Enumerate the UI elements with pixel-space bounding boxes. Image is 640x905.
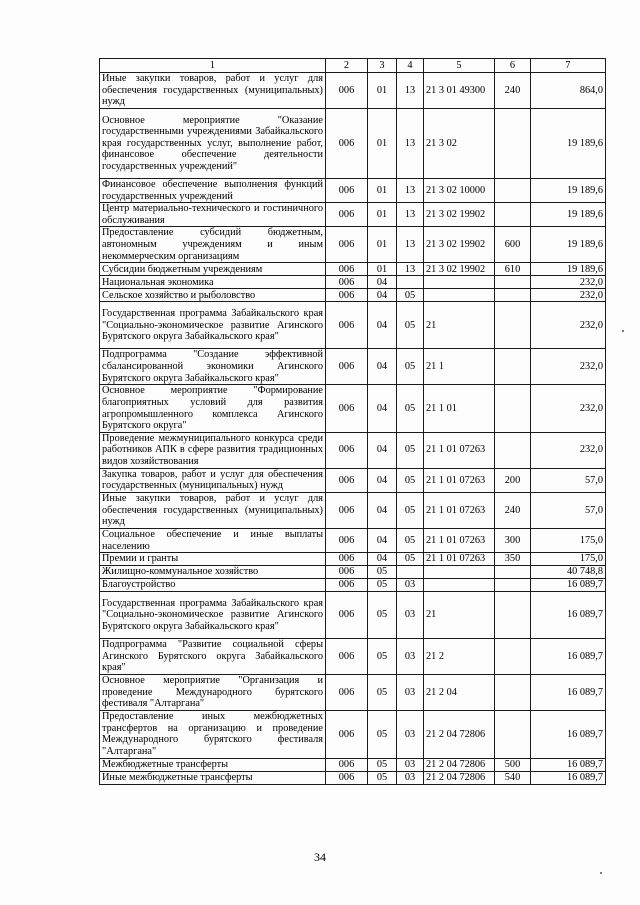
row-col-4: 05	[397, 432, 424, 468]
row-col-4: 05	[397, 492, 424, 528]
row-col-3: 05	[368, 592, 397, 639]
row-col-3: 01	[368, 263, 397, 276]
row-col-5: 21 1 01 07263	[424, 432, 495, 468]
row-col-7: 232,0	[531, 302, 606, 349]
row-col-7: 16 089,7	[531, 758, 606, 771]
row-col-6	[495, 566, 531, 579]
scan-speck	[600, 872, 602, 874]
row-name: Государственная программа Забайкальского края "Социально-экономическое развитие Агинского Бурятского округа Забайкальского края"	[100, 592, 326, 639]
row-col-3: 05	[368, 675, 397, 711]
row-name: Предоставление иных межбюджетных трансфертов на организацию и проведение Международного бурятского фестиваля "Алтаргана"	[100, 711, 326, 758]
row-col-2: 006	[326, 302, 368, 349]
row-col-6	[495, 579, 531, 592]
row-col-7: 19 189,6	[531, 179, 606, 203]
header-col-6: 6	[495, 59, 531, 73]
row-col-6: 610	[495, 263, 531, 276]
row-col-2: 006	[326, 179, 368, 203]
row-col-4: 13	[397, 73, 424, 109]
row-col-7: 864,0	[531, 73, 606, 109]
table-row	[100, 109, 606, 179]
row-col-4	[397, 566, 424, 579]
table-row	[100, 566, 606, 579]
row-col-5: 21 2 04	[424, 675, 495, 711]
row-col-4: 13	[397, 203, 424, 227]
row-col-4: 03	[397, 675, 424, 711]
row-col-6: 540	[495, 771, 531, 784]
row-col-3: 04	[368, 385, 397, 432]
row-name: Подпрограмма "Создание эффективной сбалансированной экономики Агинского Бурятского округа Забайкальского края"	[100, 349, 326, 385]
table-row	[100, 289, 606, 302]
row-col-5: 21 2 04 72806	[424, 771, 495, 784]
row-col-6	[495, 432, 531, 468]
row-col-5: 21	[424, 592, 495, 639]
table-body	[100, 73, 606, 785]
row-col-5: 21 2 04 72806	[424, 711, 495, 758]
row-col-6	[495, 289, 531, 302]
row-col-6	[495, 349, 531, 385]
row-col-5	[424, 579, 495, 592]
row-name: Благоустройство	[100, 579, 326, 592]
row-col-3: 05	[368, 579, 397, 592]
header-col-4: 4	[397, 59, 424, 73]
row-col-7: 232,0	[531, 349, 606, 385]
row-col-2: 006	[326, 109, 368, 179]
table-row	[100, 553, 606, 566]
row-col-3: 04	[368, 276, 397, 289]
row-col-7: 16 089,7	[531, 711, 606, 758]
row-name: Основное мероприятие "Организация и проведение Международного бурятского фестиваля "Алтаргана"	[100, 675, 326, 711]
table-row	[100, 711, 606, 758]
row-name: Закупка товаров, работ и услуг для обеспечения государственных (муниципальных) нужд	[100, 468, 326, 492]
table-row	[100, 227, 606, 263]
row-col-3: 05	[368, 771, 397, 784]
row-col-6	[495, 711, 531, 758]
row-name: Межбюджетные трансферты	[100, 758, 326, 771]
row-col-2: 006	[326, 385, 368, 432]
row-col-4	[397, 276, 424, 289]
row-col-3: 01	[368, 227, 397, 263]
table-row	[100, 302, 606, 349]
table-row	[100, 758, 606, 771]
row-col-7: 19 189,6	[531, 263, 606, 276]
row-col-4: 05	[397, 553, 424, 566]
row-name: Иные межбюджетные трансферты	[100, 771, 326, 784]
row-col-3: 05	[368, 566, 397, 579]
row-col-2: 006	[326, 227, 368, 263]
row-col-7: 232,0	[531, 289, 606, 302]
row-col-7: 16 089,7	[531, 592, 606, 639]
row-col-7: 19 189,6	[531, 203, 606, 227]
row-col-5: 21 1 01	[424, 385, 495, 432]
row-col-5	[424, 566, 495, 579]
table-row	[100, 579, 606, 592]
row-name: Государственная программа Забайкальского края "Социально-экономическое развитие Агинского Бурятского округа Забайкальского края"	[100, 302, 326, 349]
row-col-3: 05	[368, 758, 397, 771]
row-col-5: 21 3 01 49300	[424, 73, 495, 109]
row-col-7: 16 089,7	[531, 579, 606, 592]
table-row	[100, 492, 606, 528]
row-col-7: 175,0	[531, 528, 606, 552]
row-col-4: 05	[397, 528, 424, 552]
row-col-5: 21 1 01 07263	[424, 553, 495, 566]
row-col-5: 21 2	[424, 639, 495, 675]
row-col-2: 006	[326, 289, 368, 302]
row-name: Предоставление субсидий бюджетным, автономным учреждениям и иным некоммерческим организациям	[100, 227, 326, 263]
row-col-7: 16 089,7	[531, 771, 606, 784]
row-col-6	[495, 385, 531, 432]
row-col-5: 21 3 02 10000	[424, 179, 495, 203]
row-col-2: 006	[326, 711, 368, 758]
row-col-5	[424, 289, 495, 302]
row-col-4: 03	[397, 592, 424, 639]
row-col-6: 240	[495, 73, 531, 109]
header-col-5: 5	[424, 59, 495, 73]
row-col-3: 05	[368, 711, 397, 758]
page-number: 34	[314, 850, 326, 864]
row-col-7: 40 748,8	[531, 566, 606, 579]
row-col-7: 232,0	[531, 276, 606, 289]
scan-speck	[622, 330, 624, 332]
row-col-7: 232,0	[531, 385, 606, 432]
header-col-2: 2	[326, 59, 368, 73]
table-row	[100, 349, 606, 385]
row-col-2: 006	[326, 276, 368, 289]
row-col-4: 05	[397, 385, 424, 432]
row-col-2: 006	[326, 73, 368, 109]
row-col-3: 04	[368, 492, 397, 528]
row-col-3: 01	[368, 203, 397, 227]
row-col-5: 21 1 01 07263	[424, 492, 495, 528]
row-name: Подпрограмма "Развитие социальной сферы Агинского Бурятского округа Забайкальского края"	[100, 639, 326, 675]
row-col-2: 006	[326, 771, 368, 784]
row-col-7: 57,0	[531, 492, 606, 528]
row-col-3: 04	[368, 349, 397, 385]
header-col-3: 3	[368, 59, 397, 73]
row-col-2: 006	[326, 432, 368, 468]
row-col-5: 21 3 02	[424, 109, 495, 179]
row-col-3: 04	[368, 302, 397, 349]
row-col-6	[495, 109, 531, 179]
header-col-1: 1	[100, 59, 326, 73]
row-col-4: 05	[397, 302, 424, 349]
row-col-5: 21	[424, 302, 495, 349]
row-col-6: 500	[495, 758, 531, 771]
row-col-6: 350	[495, 553, 531, 566]
row-col-7: 16 089,7	[531, 639, 606, 675]
row-col-2: 006	[326, 263, 368, 276]
row-col-2: 006	[326, 639, 368, 675]
row-col-6	[495, 179, 531, 203]
row-col-5: 21 3 02 19902	[424, 263, 495, 276]
table-row	[100, 592, 606, 639]
row-col-2: 006	[326, 592, 368, 639]
row-name: Сельское хозяйство и рыболовство	[100, 289, 326, 302]
row-col-7: 16 089,7	[531, 675, 606, 711]
row-col-6	[495, 276, 531, 289]
row-col-6	[495, 592, 531, 639]
row-name: Финансовое обеспечение выполнения функций государственных учреждений	[100, 179, 326, 203]
row-col-6: 600	[495, 227, 531, 263]
table-row	[100, 675, 606, 711]
row-col-2: 006	[326, 492, 368, 528]
row-col-2: 006	[326, 566, 368, 579]
row-name: Проведение межмуниципального конкурса среди работников АПК в сфере развития традиционных видов хозяйствования	[100, 432, 326, 468]
row-name: Иные закупки товаров, работ и услуг для обеспечения государственных (муниципальных) нужд	[100, 73, 326, 109]
row-col-7: 19 189,6	[531, 109, 606, 179]
row-col-4: 05	[397, 468, 424, 492]
row-col-4: 03	[397, 639, 424, 675]
row-col-7: 19 189,6	[531, 227, 606, 263]
row-col-2: 006	[326, 203, 368, 227]
table-row	[100, 276, 606, 289]
row-col-7: 57,0	[531, 468, 606, 492]
row-col-4: 05	[397, 289, 424, 302]
row-col-3: 04	[368, 432, 397, 468]
table-row	[100, 73, 606, 109]
row-col-6: 240	[495, 492, 531, 528]
row-col-3: 04	[368, 468, 397, 492]
row-col-5: 21 3 02 19902	[424, 227, 495, 263]
row-name: Центр материально-технического и гостиничного обслуживания	[100, 203, 326, 227]
row-col-6	[495, 639, 531, 675]
row-col-3: 05	[368, 639, 397, 675]
row-col-2: 006	[326, 553, 368, 566]
row-col-4: 13	[397, 179, 424, 203]
row-col-7: 175,0	[531, 553, 606, 566]
table-row	[100, 468, 606, 492]
table-header-row	[100, 59, 606, 73]
table-row	[100, 203, 606, 227]
row-col-3: 04	[368, 289, 397, 302]
table-row	[100, 639, 606, 675]
row-col-3: 04	[368, 553, 397, 566]
row-col-3: 04	[368, 528, 397, 552]
row-col-2: 006	[326, 349, 368, 385]
budget-table	[99, 58, 606, 785]
row-col-5	[424, 276, 495, 289]
row-col-3: 01	[368, 73, 397, 109]
row-name: Иные закупки товаров, работ и услуг для обеспечения государственных (муниципальных) нужд	[100, 492, 326, 528]
row-name: Премии и гранты	[100, 553, 326, 566]
table-row	[100, 263, 606, 276]
row-col-4: 03	[397, 579, 424, 592]
row-name: Основное мероприятие "Оказание государственными учреждениями Забайкальского края государственных услуг, выполнение работ, финансовое обеспечение деятельности государственных учреждений"	[100, 109, 326, 179]
row-name: Субсидии бюджетным учреждениям	[100, 263, 326, 276]
row-col-4: 03	[397, 758, 424, 771]
row-col-4: 03	[397, 771, 424, 784]
row-col-2: 006	[326, 675, 368, 711]
table-row	[100, 771, 606, 784]
row-col-4: 03	[397, 711, 424, 758]
row-col-4: 13	[397, 109, 424, 179]
row-col-7: 232,0	[531, 432, 606, 468]
table-row	[100, 528, 606, 552]
table-row	[100, 179, 606, 203]
row-col-3: 01	[368, 179, 397, 203]
row-col-6	[495, 203, 531, 227]
row-col-5: 21 3 02 19902	[424, 203, 495, 227]
row-col-4: 13	[397, 263, 424, 276]
row-col-5: 21 2 04 72806	[424, 758, 495, 771]
row-col-4: 05	[397, 349, 424, 385]
row-col-5: 21 1 01 07263	[424, 468, 495, 492]
row-col-6	[495, 302, 531, 349]
table-row	[100, 432, 606, 468]
row-col-5: 21 1	[424, 349, 495, 385]
table-row	[100, 385, 606, 432]
header-col-7: 7	[531, 59, 606, 73]
row-col-2: 006	[326, 758, 368, 771]
row-col-6: 300	[495, 528, 531, 552]
row-col-2: 006	[326, 528, 368, 552]
row-col-6: 200	[495, 468, 531, 492]
row-col-3: 01	[368, 109, 397, 179]
row-col-6	[495, 675, 531, 711]
row-name: Жилищно-коммунальное хозяйство	[100, 566, 326, 579]
row-name: Национальная экономика	[100, 276, 326, 289]
row-name: Социальное обеспечение и иные выплаты населению	[100, 528, 326, 552]
row-col-5: 21 1 01 07263	[424, 528, 495, 552]
row-name: Основное мероприятие "Формирование благоприятных условий для развития агропромышленного комплекса Агинского Бурятского округа"	[100, 385, 326, 432]
row-col-2: 006	[326, 468, 368, 492]
row-col-2: 006	[326, 579, 368, 592]
row-col-4: 13	[397, 227, 424, 263]
